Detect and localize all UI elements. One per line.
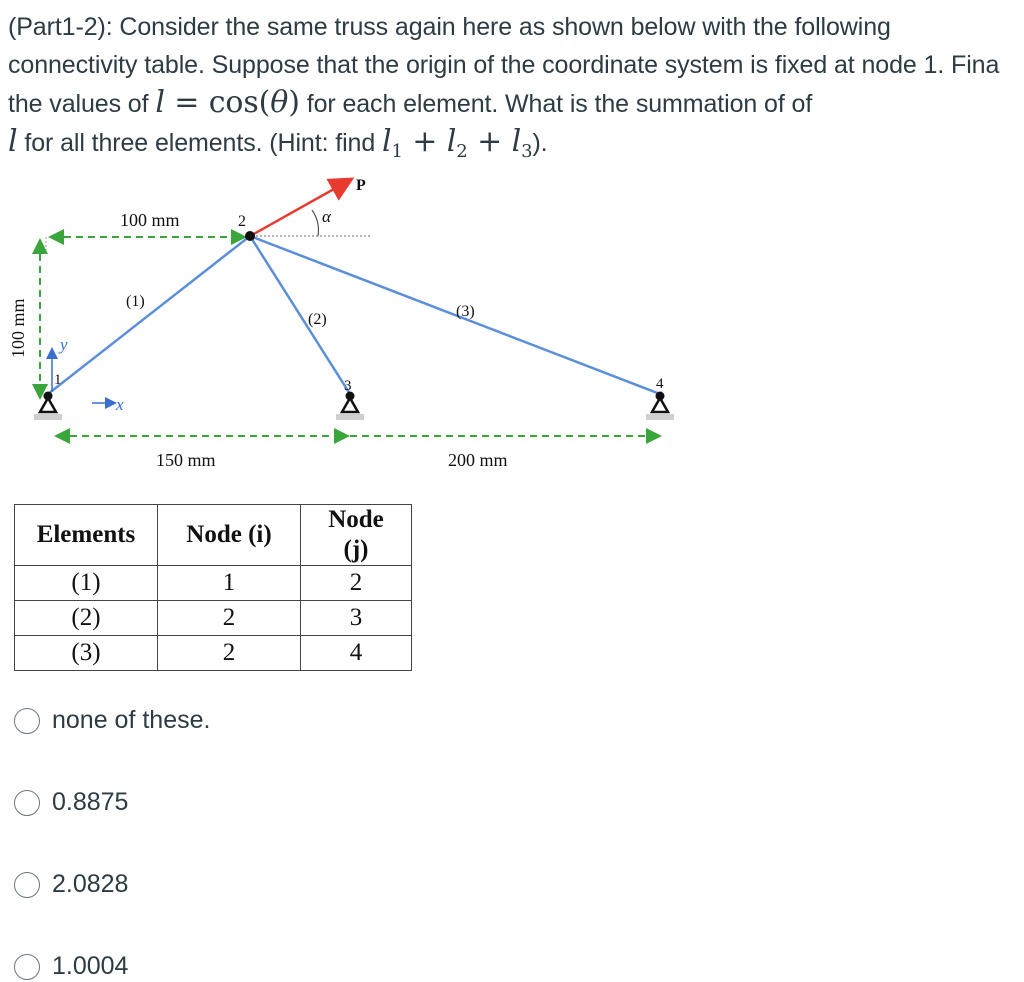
element-1-label: (1)	[126, 293, 145, 310]
question-part-1: (Part1-2): Consider the same truss again here as shown below with the following connectivity table. Suppose that the origin of the coordinate system is fixed at node 1. Fina the values of	[8, 13, 1000, 118]
math-l: l	[155, 85, 165, 120]
question-part-2: for each element. What is the summation of of	[299, 90, 813, 118]
connectivity-table	[14, 504, 412, 671]
table-cell: 2	[158, 636, 301, 671]
support-node-3	[336, 392, 364, 421]
table-cell: 2	[301, 566, 412, 601]
math-l3: $l_3$	[511, 124, 533, 162]
table-cell: (1)	[15, 566, 158, 601]
angle-arc	[312, 210, 318, 236]
table-header-node-j: Node (j)	[301, 505, 412, 566]
radio-button[interactable]	[14, 954, 40, 980]
option-2-0828[interactable]	[14, 870, 128, 899]
y-axis-label: y	[60, 335, 68, 354]
angle-label: α	[322, 207, 331, 226]
node-3-label: 3	[344, 378, 352, 394]
math-eq: = cos(	[164, 85, 271, 120]
radio-button[interactable]	[14, 790, 40, 816]
element-3-label: (3)	[456, 303, 475, 320]
question-part-3: for all three elements. (Hint: find	[17, 129, 383, 157]
truss-diagram	[0, 160, 720, 480]
math-l-2: l	[8, 124, 18, 159]
element-2-label: (2)	[308, 311, 327, 328]
math-l2: $l_2$	[446, 124, 468, 162]
table-header-node-i: Node (i)	[158, 505, 301, 566]
table-row	[15, 566, 412, 601]
x-axis-label: x	[116, 395, 124, 414]
option-label: 2.0828	[52, 870, 129, 898]
math-theta: θ	[270, 85, 289, 120]
node-1-label: 1	[54, 372, 62, 388]
support-node-4	[646, 392, 674, 421]
table-header-row	[15, 505, 412, 566]
node-2-label: 2	[238, 213, 246, 230]
member-2	[250, 236, 350, 394]
radio-button[interactable]	[14, 872, 40, 898]
option-1-0004[interactable]	[14, 952, 128, 981]
math-close: )	[288, 85, 300, 120]
option-label: none of these.	[52, 706, 211, 734]
radio-button[interactable]	[14, 708, 40, 734]
table-cell: 1	[158, 566, 301, 601]
table-cell: 2	[158, 601, 301, 636]
option-label: 1.0004	[52, 952, 129, 980]
math-plus-1: +	[402, 124, 447, 159]
table-header-elements: Elements	[15, 505, 158, 566]
math-l1: $l_1$	[382, 124, 403, 162]
dim-left-label: 100 mm	[8, 298, 28, 358]
dim-top-label: 100 mm	[120, 210, 180, 230]
question-text	[8, 8, 1018, 171]
table-cell: (3)	[15, 636, 158, 671]
member-1	[48, 236, 250, 394]
node-2-dot	[245, 231, 255, 241]
support-node-1	[34, 392, 62, 421]
load-label: P	[356, 177, 366, 194]
option-none-of-these[interactable]	[14, 706, 210, 735]
option-0-8875[interactable]	[14, 788, 128, 817]
table-cell: (2)	[15, 601, 158, 636]
table-row	[15, 601, 412, 636]
table-cell: 4	[301, 636, 412, 671]
dim-bottom-label-1: 150 mm	[156, 450, 216, 470]
question-part-4: ).	[532, 129, 548, 157]
table-cell: 3	[301, 601, 412, 636]
load-arrow	[252, 180, 350, 235]
table-row	[15, 636, 412, 671]
math-plus-2: +	[467, 124, 512, 159]
dim-bottom-label-2: 200 mm	[448, 450, 508, 470]
option-label: 0.8875	[52, 788, 129, 816]
node-4-label: 4	[656, 376, 664, 392]
